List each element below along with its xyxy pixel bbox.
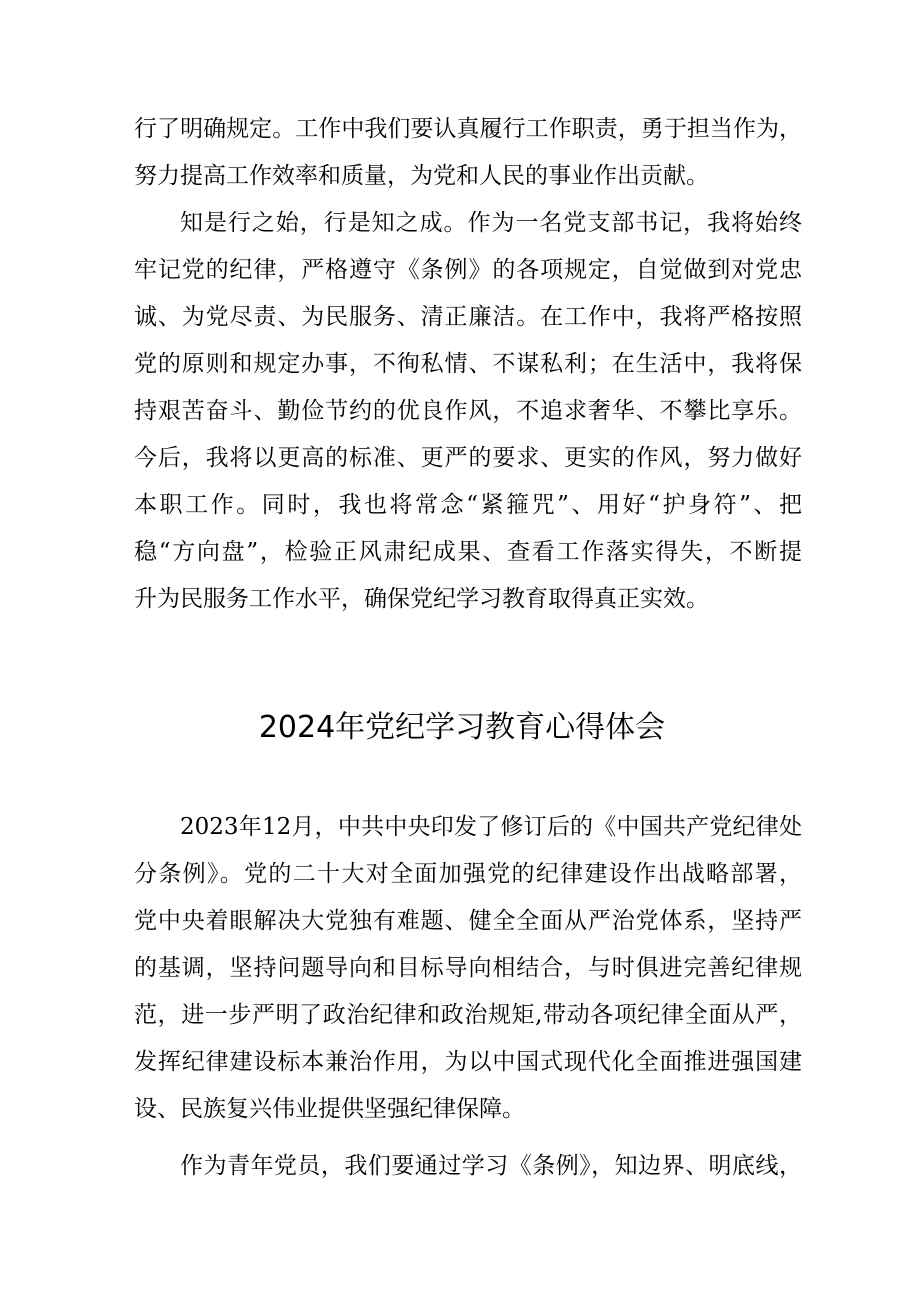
text-line: 今后，我将以更高的标准、更严的要求、更实的作风，努力做好 bbox=[134, 445, 802, 471]
text-line: 持艰苦奋斗、勤俭节约的优良作风，不追求奢华、不攀比享乐。 bbox=[134, 398, 802, 424]
text-line: 党的原则和规定办事，不徇私情、不谋私利；在生活中，我将保 bbox=[134, 351, 802, 377]
text-line: 2023年12月，中共中央印发了修订后的《中国共产党纪律处 bbox=[180, 814, 802, 840]
paragraph-youth bbox=[134, 1143, 802, 1190]
section-title: 2024年党纪学习教育心得体会 bbox=[258, 710, 666, 745]
text-line: 发挥纪律建设标本兼治作用，为以中国式现代化全面推进强国建 bbox=[134, 1049, 802, 1075]
paragraph-continued bbox=[134, 106, 802, 200]
text-line: 党中央着眼解决大党独有难题、健全全面从严治党体系，坚持严 bbox=[134, 908, 802, 934]
text-line: 牢记党的纪律，严格遵守《条例》的各项规定，自觉做到对党忠 bbox=[134, 257, 802, 283]
text-line: 设、民族复兴伟业提供坚强纪律保障。 bbox=[134, 1096, 525, 1122]
paragraph-intro bbox=[134, 804, 802, 1133]
text-line: 作为青年党员，我们要通过学习《条例》，知边界、明底线， bbox=[180, 1153, 802, 1179]
text-line: 本职工作。同时，我也将常念“紧箍咒”、用好“护身符”、把 bbox=[134, 492, 802, 518]
text-line: 努力提高工作效率和质量，为党和人民的事业作出贡献。 bbox=[134, 163, 709, 189]
text-line: 知是行之始，行是知之成。作为一名党支部书记，我将始终 bbox=[180, 210, 802, 236]
text-line: 范，进一步严明了政治纪律和政治规矩,带动各项纪律全面从严， bbox=[134, 1002, 802, 1028]
text-line: 诚、为党尽责、为民服务、清正廉洁。在工作中，我将严格按照 bbox=[134, 304, 802, 330]
text-line: 分条例》。党的二十大对全面加强党的纪律建设作出战略部署， bbox=[134, 861, 802, 887]
text-line: 稳“方向盘”，检验正风肃纪成果、查看工作落实得失，不断提 bbox=[134, 539, 802, 565]
text-line: 的基调，坚持问题导向和目标导向相结合，与时俱进完善纪律规 bbox=[134, 955, 802, 981]
text-line: 行了明确规定。工作中我们要认真履行工作职责，勇于担当作为， bbox=[134, 116, 802, 142]
text-line: 升为民服务工作水平，确保党纪学习教育取得真正实效。 bbox=[134, 586, 709, 612]
paragraph-conclusion bbox=[134, 200, 802, 623]
